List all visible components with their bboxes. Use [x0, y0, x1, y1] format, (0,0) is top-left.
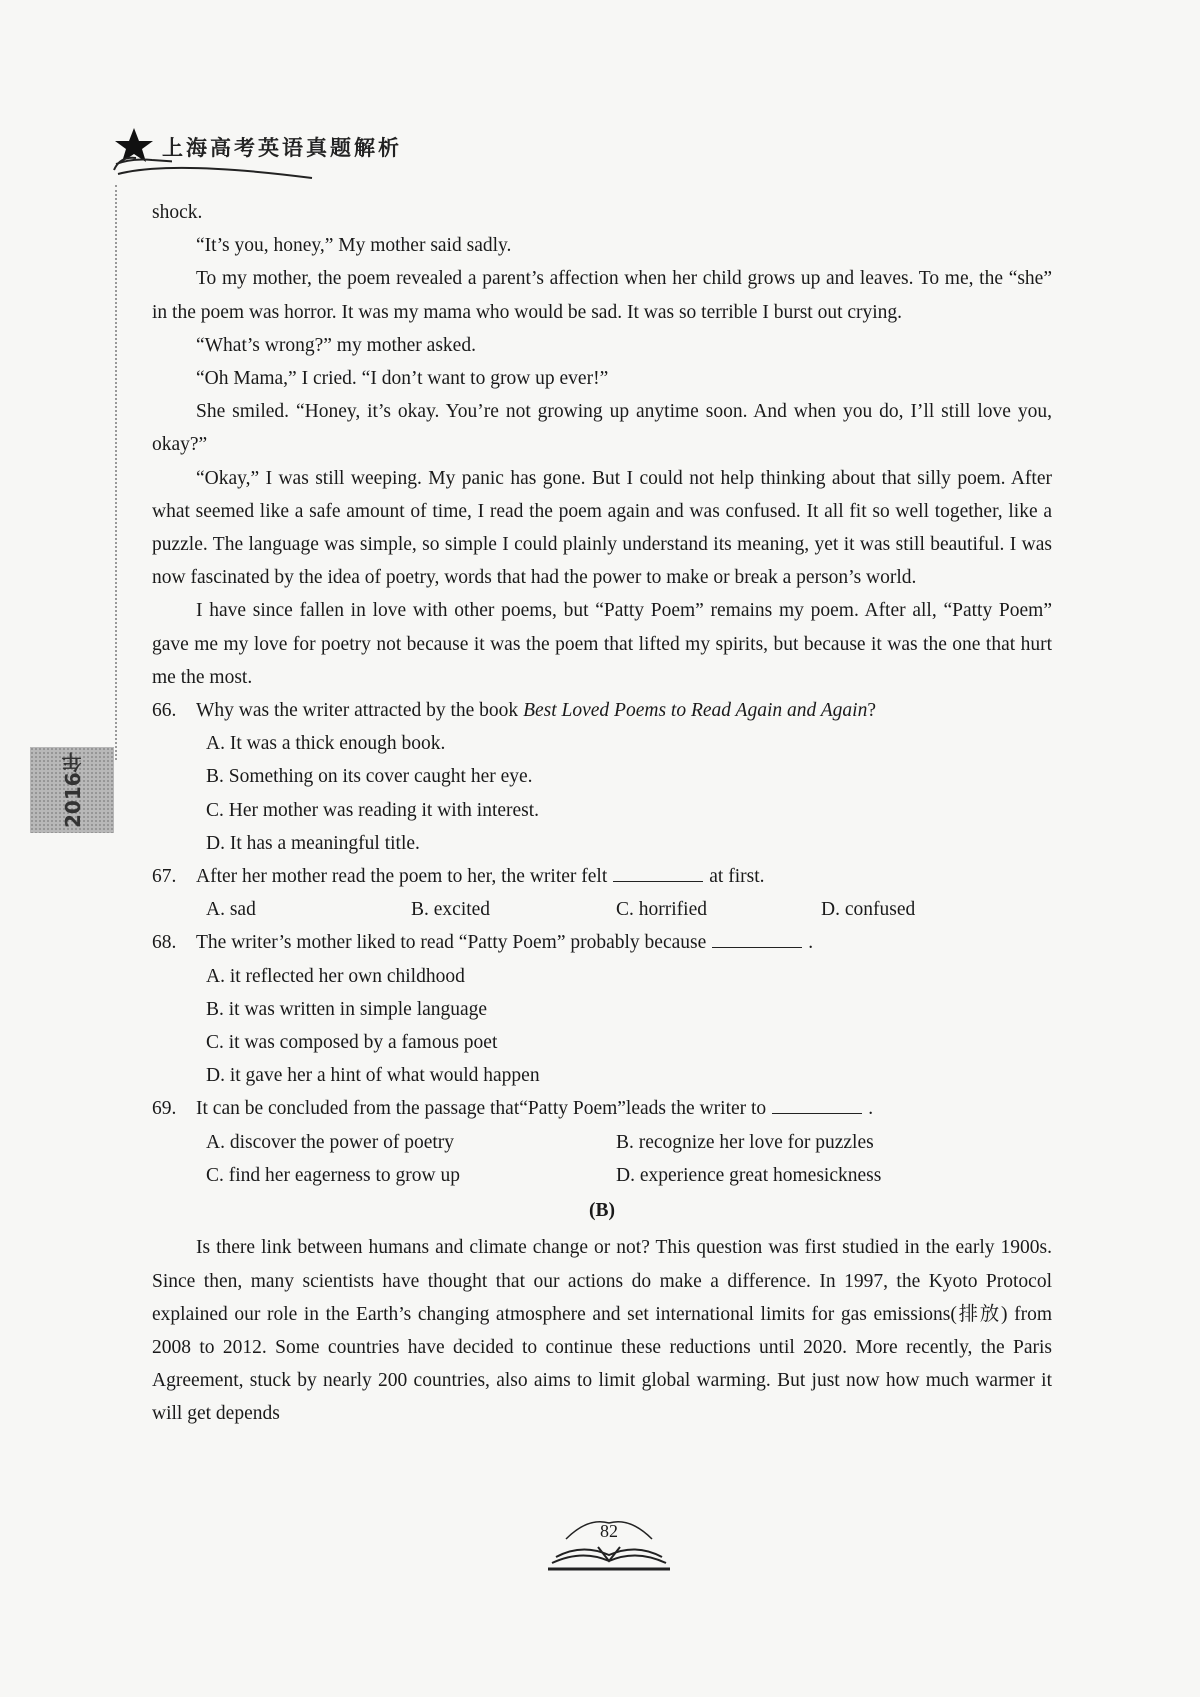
question-66 [152, 694, 1052, 727]
paragraph: “Okay,” I was still weeping. My panic has gone. But I could not help thinking about that silly poem. After what seemed like a safe amount of time, I read the poem again and was confused. It all fit so well together, like a puzzle. The language was simple, so simple I could plainly understand its meaning, yet it was still beautiful. I was now fascinated by the idea of poetry, words that had the power to make or break a person’s world. [152, 467, 1052, 589]
answer-blank [772, 1097, 862, 1114]
paragraph: She smiled. “Honey, it’s okay. You’re not growing up anytime soon. And when you do, I’ll still love you, okay?” [152, 401, 1052, 456]
question-66-options [152, 727, 1052, 860]
option: B. recognize her love for puzzles [616, 1131, 874, 1153]
paragraph: “Oh Mama,” I cried. “I don’t want to grow up ever!” [196, 368, 609, 390]
question-68-options [152, 960, 1052, 1093]
option: A. discover the power of poetry [206, 1131, 455, 1153]
year-side-tab [30, 747, 114, 833]
question-stem-end: ? [867, 700, 876, 722]
year-label: 2016年 [61, 752, 85, 828]
paragraph: shock. [152, 202, 203, 223]
option: C. horrified [616, 899, 707, 921]
question-stem: Why was the writer attracted by the book [196, 700, 524, 722]
question-67 [152, 860, 1052, 893]
question-stem: After her mother read the poem to her, the writer felt [196, 866, 608, 888]
paragraph: Is there link between humans and climate change or not? This question was first studied in the early 1900s. Since then, many scientists have thought that our actions do make a difference. In 1997, the Kyoto Protocol explained our role in the Earth’s changing atmosphere and set international limits for gas emissions(排放) from 2008 to 2012. Some countries have decided to continue these reductions until 2020. More recently, the Paris Agreement, stuck by nearly 200 countries, also aims to limit global warming. But just now how much warmer it will get depends [152, 1237, 1052, 1425]
question-stem: It can be concluded from the passage that“Patty Poem”leads the writer to [196, 1098, 767, 1120]
question-stem-end: . [868, 1098, 874, 1120]
option: B. Something on its cover caught her eye. [206, 766, 533, 788]
page-number: 82 [600, 1521, 618, 1541]
book-title-italic: Best Loved Poems to Read Again and Again [523, 700, 868, 722]
option: A. it reflected her own childhood [206, 965, 465, 987]
question-68 [152, 926, 1052, 959]
question-number: 66. [152, 700, 177, 722]
book-title: 上海高考英语真题解析 [162, 136, 402, 160]
question-69 [152, 1092, 1052, 1125]
paragraph: I have since fallen in love with other poems, but “Patty Poem” remains my poem. After all, “Patty Poem” gave me my love for poetry not because it was the poem that lifted my spirits, but because it was the one that hurt me the most. [152, 600, 1052, 688]
question-67-options [152, 893, 1052, 926]
page-footer [548, 1517, 670, 1587]
paragraph: “It’s you, honey,” My mother said sadly. [196, 235, 512, 257]
option: B. it was written in simple language [206, 998, 488, 1020]
option: D. confused [821, 899, 916, 921]
option: A. It was a thick enough book. [206, 733, 446, 755]
answer-blank [613, 865, 703, 882]
option: D. it gave her a hint of what would happen [206, 1065, 540, 1087]
option: C. it was composed by a famous poet [206, 1032, 498, 1054]
option-row [206, 1159, 1052, 1192]
margin-rule [115, 185, 117, 760]
question-stem-end: . [808, 932, 814, 954]
question-number: 67. [152, 866, 177, 888]
option: C. Her mother was reading it with interest. [206, 799, 540, 821]
option: A. sad [206, 899, 256, 921]
option: D. experience great homesickness [616, 1164, 882, 1186]
option: D. It has a meaningful title. [206, 832, 420, 854]
option: B. excited [411, 899, 491, 921]
question-number: 68. [152, 932, 177, 954]
question-number: 69. [152, 1098, 177, 1120]
question-stem-end: at first. [709, 866, 765, 888]
answer-blank [712, 931, 802, 948]
option-row [206, 1126, 1052, 1159]
paragraph: “What’s wrong?” my mother asked. [196, 334, 476, 356]
question-69-options [152, 1126, 1052, 1192]
option: C. find her eagerness to grow up [206, 1164, 460, 1186]
page-header [112, 124, 472, 184]
section-b-heading: (B) [589, 1200, 615, 1222]
paragraph: To my mother, the poem revealed a parent’s affection when her child grows up and leaves. To me, the “she” in the poem was horror. It was my mama who would be sad. It was so terrible I burst out crying. [152, 268, 1052, 323]
question-stem: The writer’s mother liked to read “Patty Poem” probably because [196, 932, 707, 954]
main-content [152, 196, 1052, 1431]
